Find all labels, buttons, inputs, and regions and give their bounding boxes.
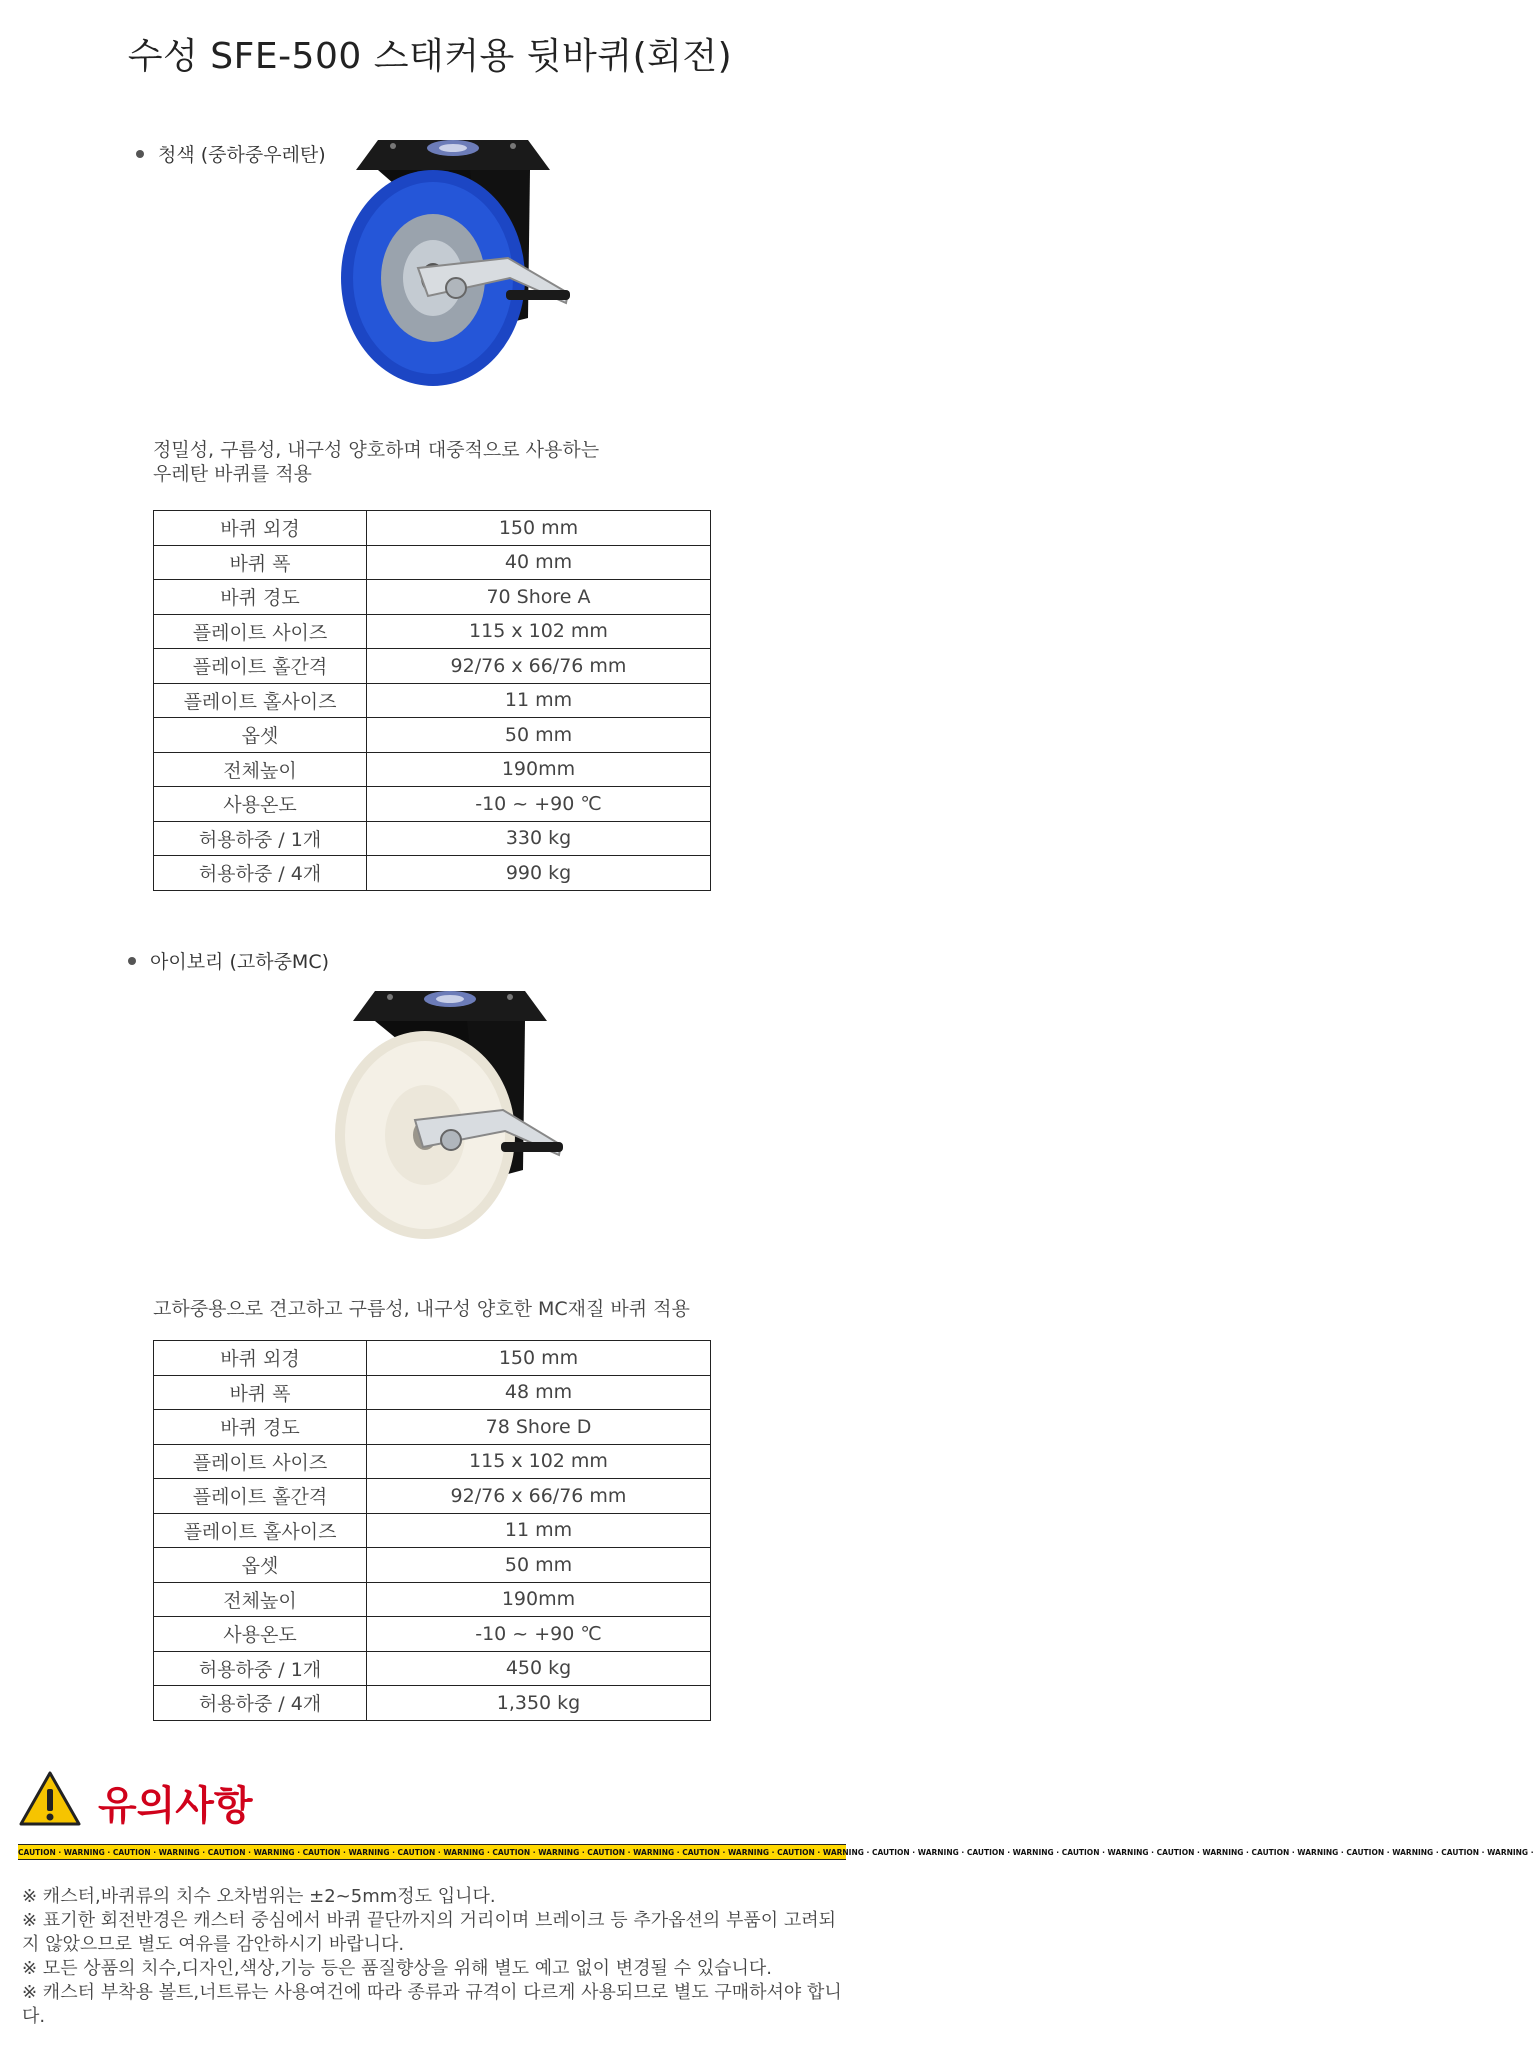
table-row: 사용온도 -10 ~ +90 ℃ [154, 1617, 711, 1652]
notice-title: 유의사항 [98, 1783, 253, 1829]
bullet-dot-icon [128, 957, 136, 965]
table-row: 플레이트 사이즈 115 x 102 mm [154, 614, 711, 649]
warning-triangle-icon [18, 1770, 82, 1828]
table-row: 바퀴 외경 150 mm [154, 1341, 711, 1376]
table-row: 플레이트 홀사이즈 11 mm [154, 1513, 711, 1548]
table-row: 전체높이 190mm [154, 1582, 711, 1617]
table-row: 바퀴 폭 48 mm [154, 1375, 711, 1410]
caution-tape: CAUTION · WARNING · CAUTION · WARNING · CAUTION · WARNING · CAUTION · WARNING · CAUTION · WARNING · CAUTION · WARNING · CAUTION · WARNING · CAUTION · WARNING · CAUTION · WARNING · CAUTION · WARNING · CAUTION · WARNING · CAUTION · WARNING · CAUTION · WARNING · CAUTION · WARNING · CAUTION · WARNING · CAUTION · WARNING · [18, 1844, 846, 1860]
product-1-description: 정밀성, 구름성, 내구성 양호하며 대중적으로 사용하는 우레탄 바퀴를 적용 [153, 439, 600, 485]
table-row: 플레이트 홀간격 92/76 x 66/76 mm [154, 649, 711, 684]
bullet-dot-icon [136, 150, 144, 158]
page-title: 수성 SFE-500 스태커용 뒷바퀴(회전) [127, 36, 733, 77]
product-2-name: 아이보리 (고하중MC) [128, 947, 329, 974]
notice-item: ※ 모든 상품의 치수,디자인,색상,기능 등은 품질향상을 위해 별도 예고 없이 변경될 수 있습니다. [22, 1958, 772, 1979]
table-row: 바퀴 외경 150 mm [154, 511, 711, 546]
spec-table-2 [153, 1340, 711, 1721]
notice-list [22, 1885, 842, 2029]
table-row: 바퀴 폭 40 mm [154, 545, 711, 580]
notice-item: ※ 캐스터 부착용 볼트,너트류는 사용여건에 따라 종류과 규격이 다르게 사용되므로 별도 구매하셔야 합니다. [22, 1982, 842, 2027]
caster-image-blue [338, 118, 578, 398]
table-row: 옵셋 50 mm [154, 718, 711, 753]
table-row: 바퀴 경도 70 Shore A [154, 580, 711, 615]
table-row: 허용하중 / 1개 330 kg [154, 821, 711, 856]
product-1-name: 청색 (중하중우레탄) [136, 140, 326, 167]
caster-image-ivory [325, 975, 565, 1250]
table-row: 전체높이 190mm [154, 752, 711, 787]
notice-item: ※ 표기한 회전반경은 캐스터 중심에서 바퀴 끝단까지의 거리이며 브레이크 등 추가옵션의 부품이 고려되지 않았으므로 별도 여유를 감안하시기 바랍니다. [22, 1910, 837, 1955]
notice-item: ※ 캐스터,바퀴류의 치수 오차범위는 ±2~5mm정도 입니다. [22, 1886, 496, 1907]
table-row: 허용하중 / 4개 1,350 kg [154, 1686, 711, 1721]
table-row: 옵셋 50 mm [154, 1548, 711, 1583]
table-row: 허용하중 / 1개 450 kg [154, 1651, 711, 1686]
table-row: 플레이트 홀사이즈 11 mm [154, 683, 711, 718]
table-row: 플레이트 홀간격 92/76 x 66/76 mm [154, 1479, 711, 1514]
table-row: 사용온도 -10 ~ +90 ℃ [154, 787, 711, 822]
table-row: 바퀴 경도 78 Shore D [154, 1410, 711, 1445]
product-2-description: 고하중용으로 견고하고 구름성, 내구성 양호한 MC재질 바퀴 적용 [153, 1298, 690, 1320]
table-row: 허용하중 / 4개 990 kg [154, 856, 711, 891]
notice-header [18, 1770, 253, 1836]
table-row: 플레이트 사이즈 115 x 102 mm [154, 1444, 711, 1479]
spec-table-1 [153, 510, 711, 891]
